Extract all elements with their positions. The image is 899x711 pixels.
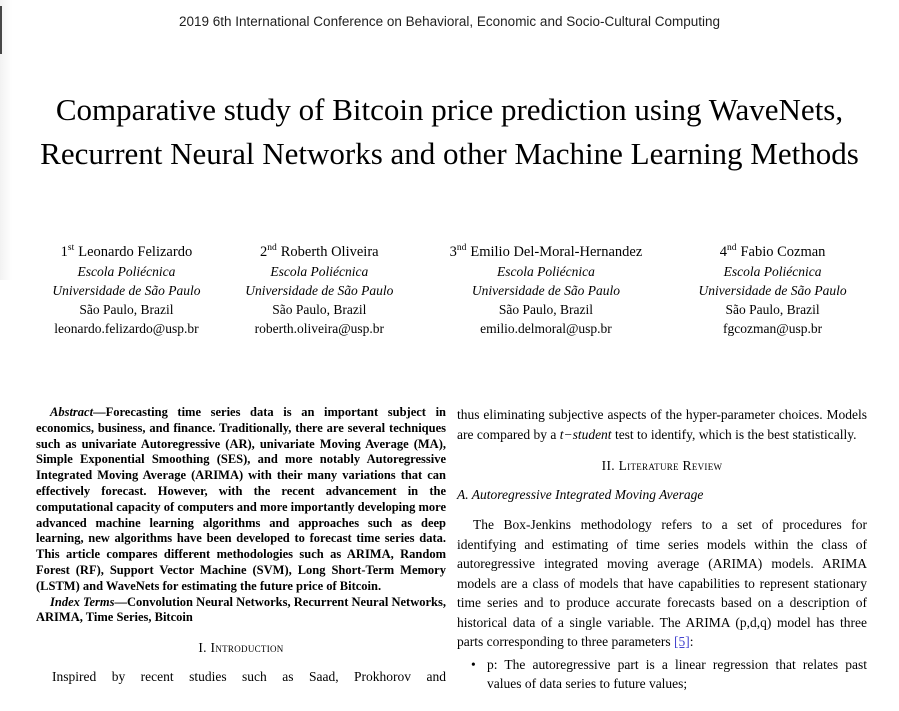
author-ordinal: 3	[449, 244, 457, 260]
author-location: São Paulo, Brazil	[498, 302, 593, 317]
author-ordinal-suffix: st	[67, 243, 75, 254]
author-3	[416, 243, 676, 338]
author-email: roberth.oliveira@usp.br	[254, 321, 385, 336]
abstract-text: Forecasting time series data is an important subject in economics, business, and finance. Traditionally, there are several techniques such as univariate Autoregressive (AR), univariate Moving Average (MA), Simple Exponential Smoothing (SES), and more notably Autoregressive Integrated Moving Average (ARIMA) with their many variations that can effectively forecast. However, with the recent advancement in the computational capacity of computers and more importantly developing more advanced machine learning algorithms and approaches such as deep learning, new algorithms have been developed to forecast time series data. This article compares different methodologies such as ARIMA, Random Forest (RF), Support Vector Machine (SVM), Long Short-Term Memory (LSTM) and WaveNets for estimating the future price of Bitcoin.	[36, 405, 446, 593]
author-email: fgcozman@usp.br	[723, 321, 823, 336]
section-heading-literature-review: II. Literature Review	[601, 458, 723, 473]
arima-text-before: The Box-Jenkins methodology refers to a set of procedures for identifying and estimating of time series models within the class of autoregressive integrated moving average (ARIMA) models. ARIMA models are a class of models that have capabilities to represent stationary time series and to produce accurate forecasts based on a description of historical data of a single variable. The ARIMA (p,d,q) model has three parts corresponding to three parameters	[457, 517, 867, 649]
index-terms-paragraph	[36, 595, 446, 627]
author-fullname: Leonardo Felizardo	[78, 244, 193, 260]
author-fullname: Fabio Cozman	[740, 244, 826, 260]
paper-title: Comparative study of Bitcoin price prediction using WaveNets, Recurrent Neural Networks and other Machine Learning Methods	[40, 92, 859, 171]
introduction-first-line: Inspired by recent studies such as Saad, Prokhorov and	[52, 668, 446, 684]
author-location: São Paulo, Brazil	[272, 302, 367, 317]
continuation-paragraph	[457, 405, 867, 444]
author-university: Universidade de São Paulo	[52, 283, 201, 298]
section-heading-introduction: I. Introduction	[198, 640, 284, 656]
arima-text-after: :	[689, 634, 694, 649]
author-university: Universidade de São Paulo	[698, 283, 847, 298]
author-name	[416, 243, 676, 262]
author-ordinal-suffix: nd	[456, 243, 467, 254]
author-affiliation: Escola Poliécnica	[77, 264, 176, 279]
abstract-lead: Abstract	[50, 405, 94, 419]
author-university: Universidade de São Paulo	[245, 283, 394, 298]
abstract-paragraph	[36, 405, 446, 595]
conference-header: 2019 6th International Conference on Behavioral, Economic and Socio-Cultural Computing	[178, 14, 721, 29]
author-fullname: Emilio Del-Moral-Hernandez	[470, 244, 643, 260]
page-edge-shadow	[0, 0, 12, 280]
author-2	[223, 243, 416, 338]
right-column	[457, 405, 867, 694]
left-column	[36, 405, 446, 694]
author-affiliation: Escola Poliécnica	[497, 264, 595, 279]
author-name	[676, 243, 869, 262]
author-affiliation: Escola Poliécnica	[723, 264, 822, 279]
index-terms-dash: —	[114, 594, 128, 609]
citation-link-5[interactable]: [5]	[674, 634, 690, 649]
index-terms-lead: Index Terms	[50, 594, 115, 609]
author-affiliation: Escola Poliécnica	[270, 264, 369, 279]
subsection-heading-arima: A. Autoregressive Integrated Moving Average	[457, 486, 704, 502]
arima-paragraph	[457, 515, 867, 652]
author-1	[30, 243, 223, 338]
author-fullname: Roberth Oliveira	[280, 244, 379, 260]
author-block	[30, 243, 869, 338]
author-email: emilio.delmoral@usp.br	[480, 321, 612, 336]
author-location: São Paulo, Brazil	[79, 302, 174, 317]
bullet-text: p: The autoregressive part is a linear regression that relates past values of data series to future values;	[487, 656, 867, 691]
author-ordinal: 4	[719, 244, 727, 260]
author-location: São Paulo, Brazil	[725, 302, 820, 317]
bullet-item-p	[457, 655, 867, 694]
two-column-body	[36, 405, 867, 694]
author-email: leonardo.felizardo@usp.br	[54, 321, 199, 336]
bullet-icon: •	[471, 656, 476, 672]
author-4	[676, 243, 869, 338]
author-name	[223, 243, 416, 262]
author-ordinal: 2	[260, 244, 268, 260]
continuation-text-after: test to identify, which is the best statistically.	[611, 426, 857, 442]
author-ordinal: 1	[60, 244, 68, 260]
math-t-student: t−student	[559, 426, 612, 442]
author-ordinal-suffix: nd	[267, 243, 277, 254]
abstract-dash: —	[93, 405, 106, 419]
author-ordinal-suffix: nd	[726, 243, 737, 254]
author-name	[30, 243, 223, 262]
continuation-text-before: thus eliminating subjective aspects of the hyper-parameter choices. Models are compared by a	[457, 407, 867, 442]
index-terms-text: Convolution Neural Networks, Recurrent Neural Networks, ARIMA, Time Series, Bitcoin	[36, 594, 446, 625]
author-university: Universidade de São Paulo	[471, 283, 620, 298]
